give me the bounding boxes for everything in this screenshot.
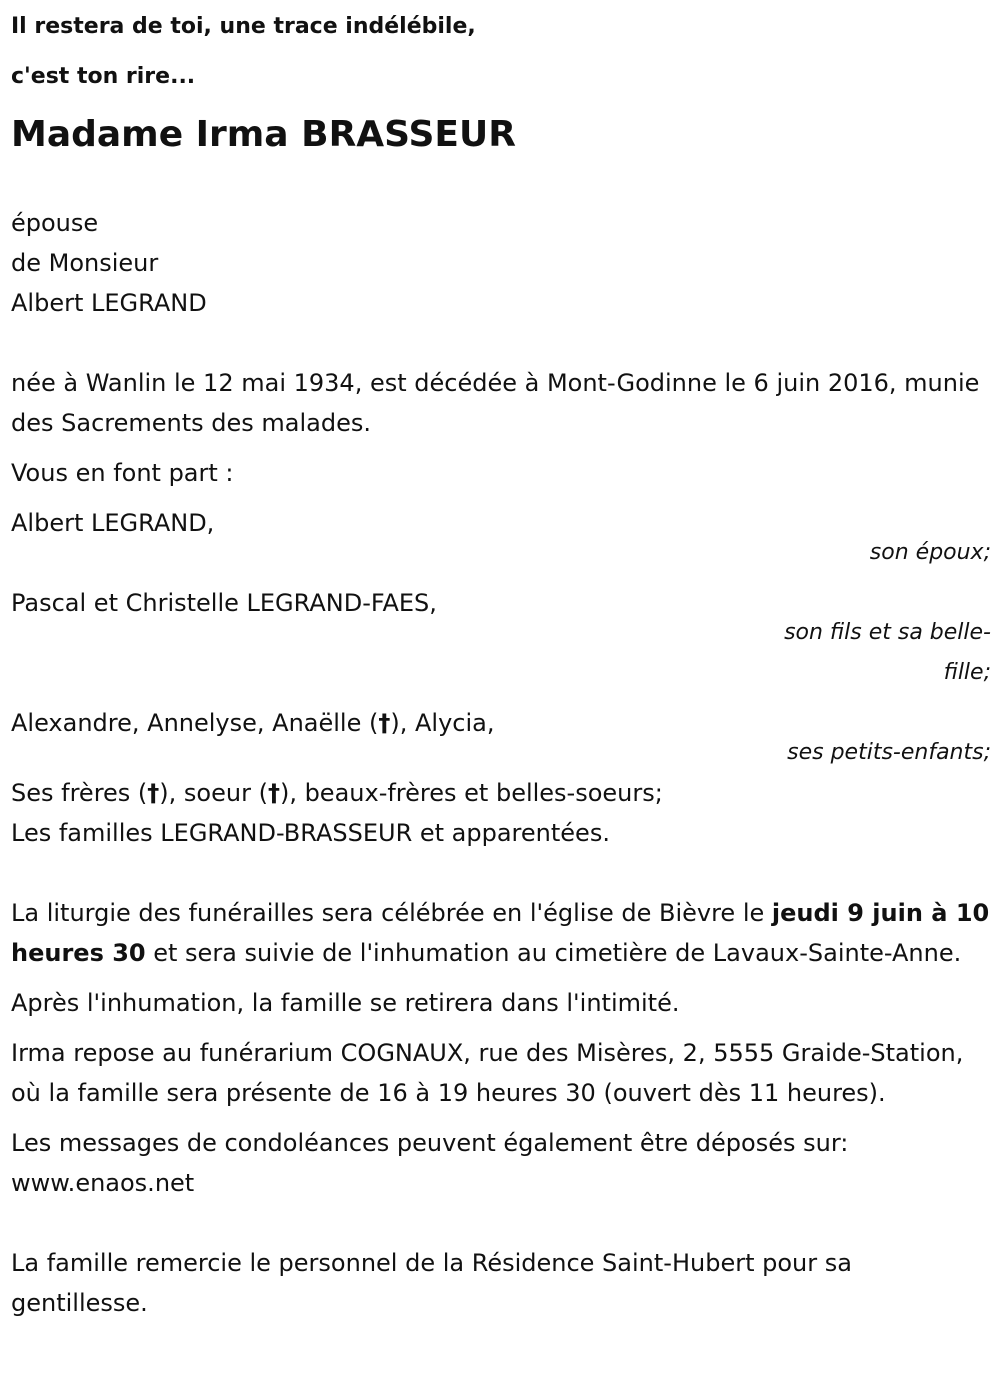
grandchildren-names-part-2: ), Alycia, xyxy=(390,709,495,737)
family-member-relation: son fils et sa belle-fille; xyxy=(784,620,991,685)
liturgy-text-before: La liturgie des funérailles sera célébrée en l'église de Bièvre le xyxy=(11,899,772,927)
spouse-line-2: de Monsieur xyxy=(11,249,159,277)
epigraph-line-2: c'est ton rire... xyxy=(11,64,196,89)
announce-intro: Vous en font part : xyxy=(11,459,234,487)
siblings-part-1: Ses frères ( xyxy=(11,779,148,807)
family-member-grandchildren xyxy=(11,703,991,773)
funeral-home-paragraph: Irma repose au funérarium COGNAUX, rue des Misères, 2, 5555 Graide-Station, où la famille sera présente de 16 à 19 heures 30 (ouvert dès 11 heures). xyxy=(11,1039,964,1107)
after-burial-paragraph: Après l'inhumation, la famille se retirera dans l'intimité. xyxy=(11,989,680,1017)
siblings-part-3: ), beaux-frères et belles-soeurs; xyxy=(279,779,663,807)
cross-icon: † xyxy=(267,779,280,807)
cross-icon: † xyxy=(378,709,391,737)
family-member-name: Albert LEGRAND, xyxy=(11,509,215,537)
spouse-line-3: Albert LEGRAND xyxy=(11,289,207,317)
families-line: Les familles LEGRAND-BRASSEUR et apparentées. xyxy=(11,819,610,847)
family-member-name: Pascal et Christelle LEGRAND-FAES, xyxy=(11,589,437,617)
grandchildren-names-part-1: Alexandre, Annelyse, Anaëlle ( xyxy=(11,709,379,737)
condolences-url: www.enaos.net xyxy=(11,1169,195,1197)
thanks-paragraph: La famille remercie le personnel de la Résidence Saint-Hubert pour sa gentillesse. xyxy=(11,1249,852,1317)
family-member-son xyxy=(11,583,991,693)
epigraph xyxy=(11,2,991,102)
liturgy-text-after: et sera suivie de l'inhumation au cimetière de Lavaux-Sainte-Anne. xyxy=(145,939,962,967)
epigraph-line-1: Il restera de toi, une trace indélébile, xyxy=(11,14,476,39)
cross-icon: † xyxy=(147,779,160,807)
spouse-line-1: épouse xyxy=(11,209,99,237)
deceased-name: Madame Irma BRASSEUR xyxy=(11,114,516,155)
liturgy-paragraph xyxy=(11,893,991,973)
siblings-line xyxy=(11,773,991,813)
spouse-block xyxy=(11,203,991,323)
condolences-paragraph xyxy=(11,1123,991,1203)
obituary-notice xyxy=(11,0,991,1323)
condolences-text: Les messages de condoléances peuvent également être déposés sur: xyxy=(11,1129,849,1157)
siblings-part-2: ), soeur ( xyxy=(159,779,268,807)
family-member-relation: ses petits-enfants; xyxy=(787,740,991,765)
birth-death-paragraph: née à Wanlin le 12 mai 1934, est décédée à Mont-Godinne le 6 juin 2016, munie des Sacrements des malades. xyxy=(11,369,980,437)
family-member-spouse xyxy=(11,503,991,573)
liturgy-date: jeudi 9 juin à 10 heures 30 xyxy=(11,899,990,967)
family-member-relation: son époux; xyxy=(869,540,991,565)
